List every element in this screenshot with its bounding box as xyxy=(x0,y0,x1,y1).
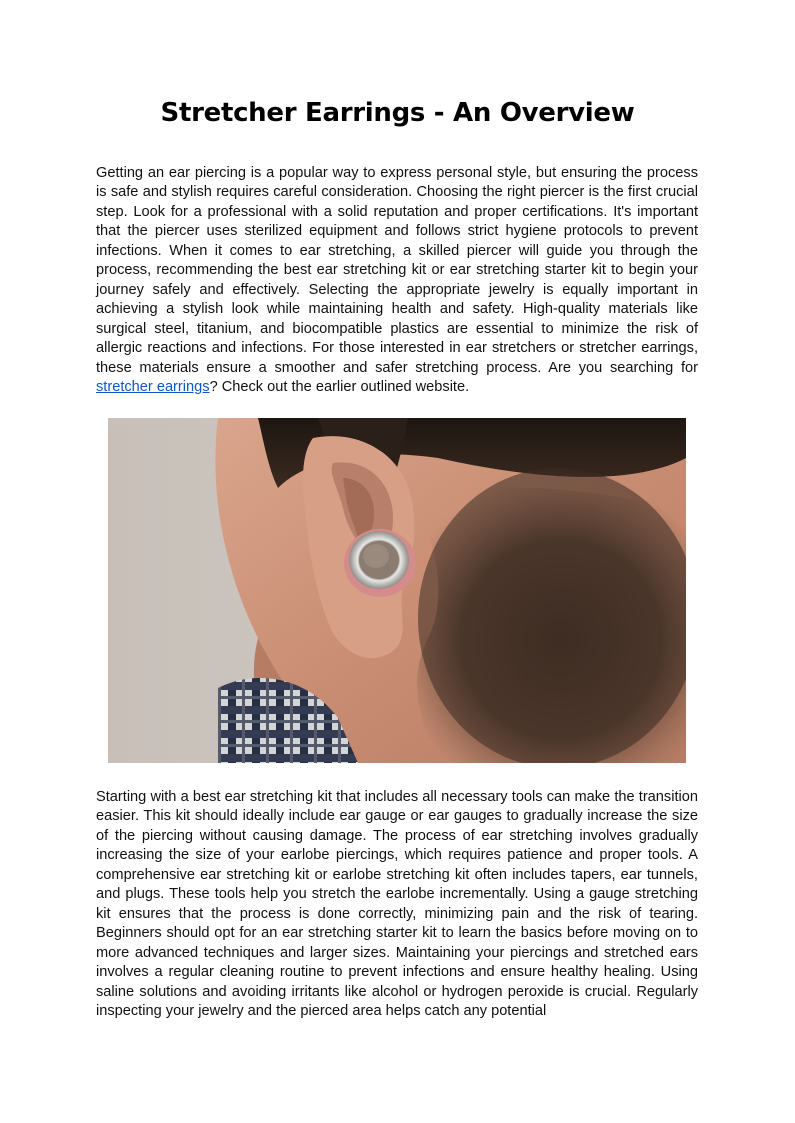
intro-paragraph xyxy=(96,164,698,397)
intro-text: Getting an ear piercing is a popular way to express personal style, but ensuring the process is safe and stylish requires careful consideration. Choosing the right piercer is the first crucial step. Look for a professional with a solid reputation and proper certifications. It's important that the piercer uses sterilized equipment and follows strict hygiene protocols to prevent infections. When it comes to ear stretching, a skilled piercer will guide you through the process, recommending the best ear stretching kit or ear stretching starter kit to begin your journey safely and effectively. Selecting the appropriate jewelry is equally important in achieving a stylish look while maintaining health and safety. High-quality materials like surgical steel, titanium, and biocompatible plastics are essential to minimize the risk of allergic reactions and infections. For those interested in ear stretchers or stretcher earrings, these materials ensure a smoother and safer stretching process. Are you searching for xyxy=(96,165,698,376)
stretcher-earrings-link[interactable]: stretcher earrings xyxy=(96,378,210,395)
page-title: Stretcher Earrings - An Overview xyxy=(160,98,635,128)
body-paragraph: Starting with a best ear stretching kit that includes all necessary tools can make the transition easier. This kit should ideally include ear gauge or ear gauges to gradually increase the size of the piercing without causing damage. The process of ear stretching involves gradually increasing the size of your earlobe piercings, which requires patience and proper tools. A comprehensive ear stretching kit or earlobe stretching kit often includes tapers, ear tunnels, and plugs. These tools help you stretch the earlobe incrementally. Using a gauge stretching kit ensures that the process is done correctly, minimizing pain and the risk of tearing. Beginners should opt for an ear stretching starter kit to learn the basics before moving on to more advanced techniques and larger sizes. Maintaining your piercings and stretched ears involves a regular cleaning routine to prevent infections and ensure healthy healing. Using saline solutions and avoiding irritants like alcohol or hydrogen peroxide is crucial. Regularly inspecting your jewelry and the pierced area helps catch any potential xyxy=(96,789,698,1019)
intro-text-end: ? Check out the earlier outlined website. xyxy=(209,378,470,395)
ear-tunnel-photo xyxy=(108,418,686,763)
